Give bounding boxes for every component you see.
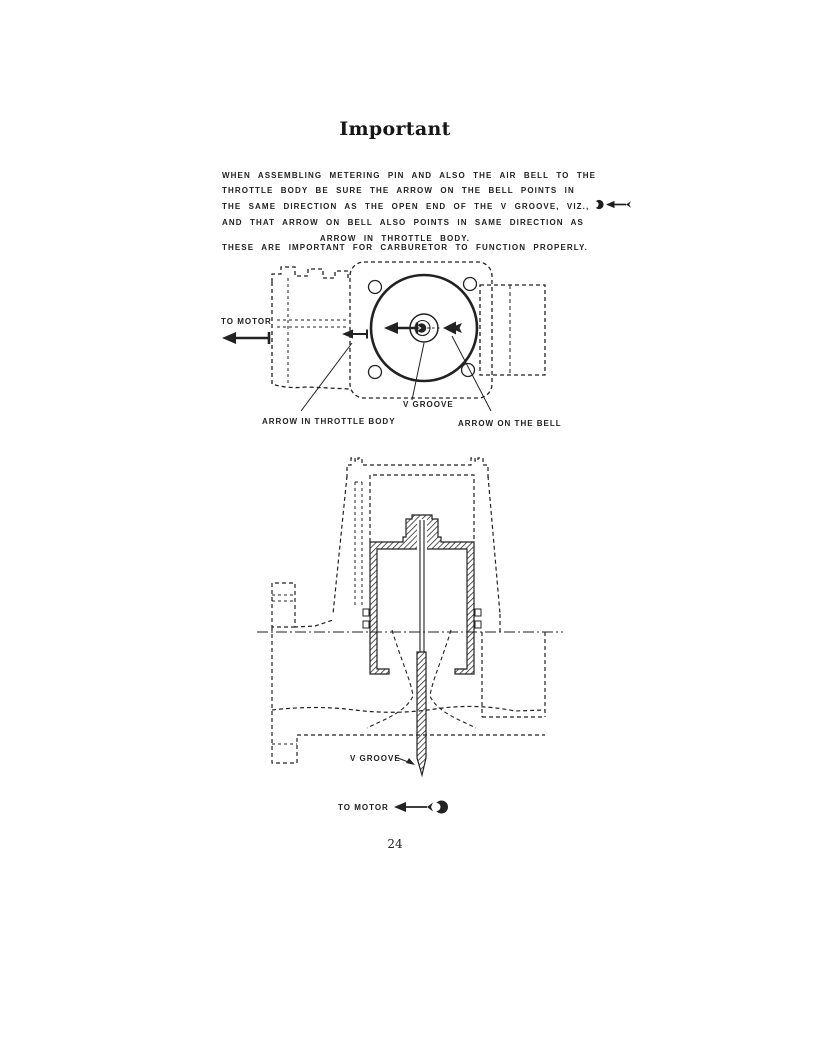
leader-line <box>301 343 352 411</box>
v-groove-direction-icon <box>593 199 631 215</box>
instruction-line: AND THAT ARROW ON BELL ALSO POINTS IN SAME DIRECTION AS <box>222 218 584 228</box>
functioning-note-line: THESE ARE IMPORTANT FOR CARBURETOR TO FUNCTION PROPERLY. <box>222 243 588 252</box>
instruction-line: THROTTLE BODY BE SURE THE ARROW ON THE BELL POINTS IN <box>222 186 575 196</box>
fig1-arrow-in-throttle-body-label: ARROW IN THROTTLE BODY <box>262 417 396 426</box>
bottom-flange-outline <box>272 725 545 763</box>
fig1-to-motor-label: TO MOTOR <box>221 317 272 326</box>
fig2-to-motor-label: TO MOTOR <box>338 803 389 812</box>
right-body-outline <box>482 632 545 717</box>
instruction-line: ARROW IN THROTTLE BODY. <box>319 233 471 243</box>
figure-top-view <box>215 256 610 436</box>
page-title: Important <box>339 118 451 140</box>
body-side-outline <box>333 476 347 614</box>
throttle-body-outline <box>272 267 348 282</box>
fig1-arrow-on-the-bell-label: ARROW ON THE BELL <box>458 419 562 428</box>
instruction-line-text: THE SAME DIRECTION AS THE OPEN END OF THE V GROOVE, VIZ., <box>222 202 590 212</box>
bell-tab <box>363 609 369 616</box>
intake-outline <box>480 285 545 375</box>
bottom-contour <box>272 706 545 712</box>
left-body-outline <box>272 583 333 627</box>
instruction-line <box>222 199 590 215</box>
instruction-paragraph <box>222 168 597 246</box>
bolt-hole <box>369 366 382 379</box>
functioning-note <box>222 240 588 255</box>
bolt-hole <box>464 278 477 291</box>
fig1-v-groove-label: V GROOVE <box>403 400 454 409</box>
bell-tab <box>475 621 481 628</box>
figure-section-view <box>255 448 565 823</box>
bolt-hole <box>369 281 382 294</box>
to-motor-arrowhead-icon <box>222 332 236 344</box>
instruction-line: WHEN ASSEMBLING METERING PIN AND ALSO THE AIR BELL TO THE <box>222 171 597 180</box>
fig2-v-groove-label: V GROOVE <box>350 754 401 763</box>
page-number: 24 <box>387 837 403 851</box>
bell-tab <box>363 621 369 628</box>
bell-tab <box>475 609 481 616</box>
metering-pin-lower <box>417 652 426 775</box>
